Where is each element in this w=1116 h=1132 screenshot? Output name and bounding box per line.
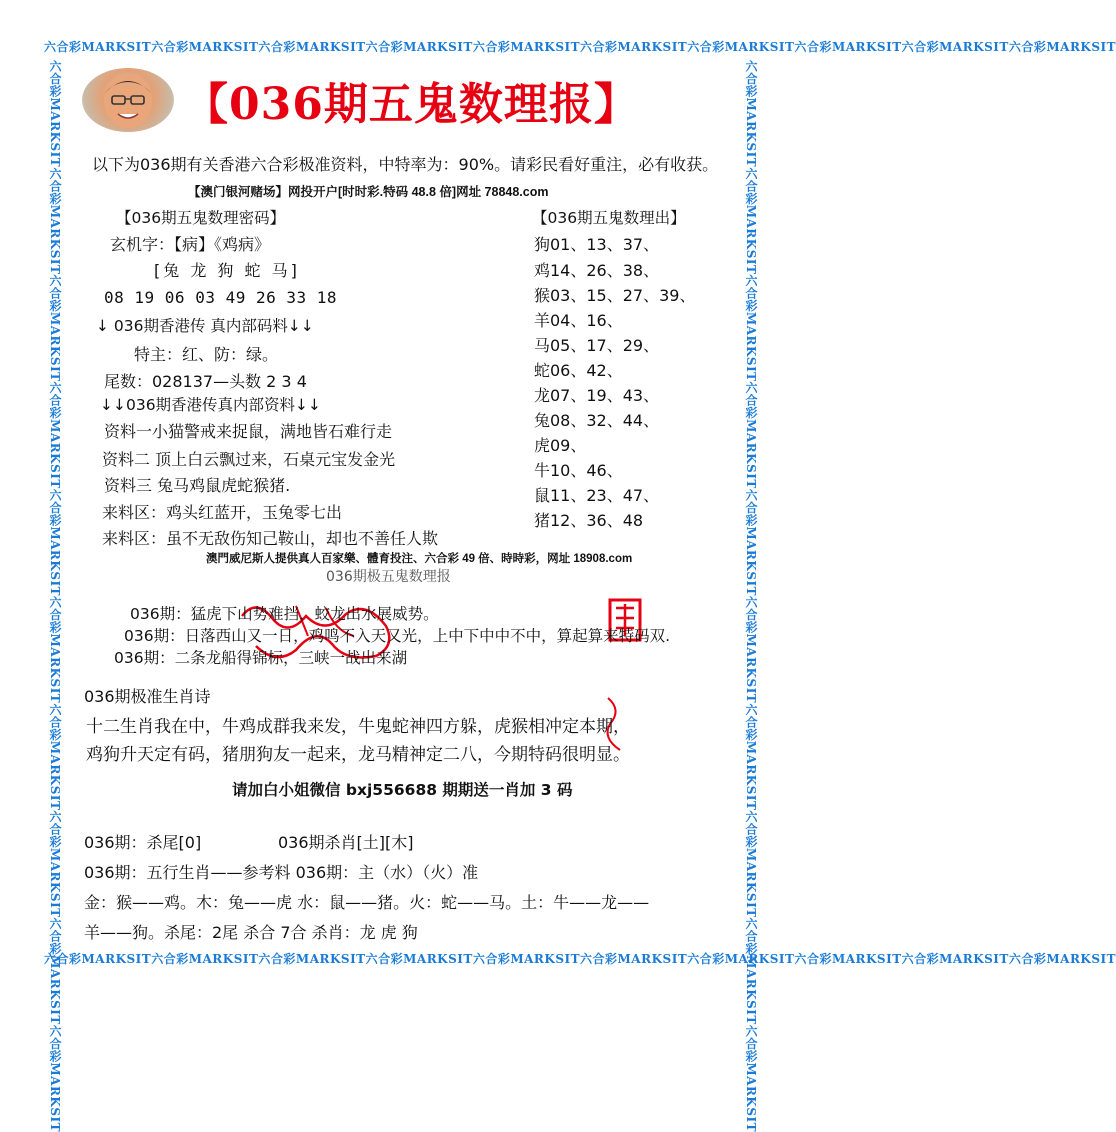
zodiac-number-row: 兔08、32、44、	[534, 411, 660, 430]
zodiac-number-row: 猴03、15、27、39、	[534, 286, 696, 305]
decorative-border-right: 六合彩MARKSIT六合彩MARKSIT六合彩MARKSIT六合彩MARKSIT六合彩MARKSIT六合彩MARKSIT六合彩MARKSIT六合彩MARKSIT六合彩MARKSIT六合彩MARKSIT	[744, 60, 758, 1132]
section-label: 036期极五鬼数理报	[326, 569, 451, 585]
info-line-2: 资料二 顶上白云飘过来，石桌元宝发金光	[102, 450, 396, 469]
intro-text: 以下为036期有关香港六合彩极准资料，中特率为：90%。请彩民看好重注，必有收获。	[92, 155, 719, 174]
face-icon	[82, 68, 174, 132]
zodiac-number-row: 羊04、16、	[534, 311, 623, 330]
zodiac-number-row: 蛇06、42、	[534, 361, 623, 380]
kill-tail: 036期：杀尾[0]	[84, 833, 202, 852]
number-list: 08 19 06 03 49 26 33 18	[104, 288, 338, 307]
promo-banner-2: 澳門威尼斯人提供真人百家樂、體育投注、六合彩 49 倍、時時彩，网址 18908.com	[206, 553, 633, 565]
riddle-line-2: 036期：日落西山又一日，鸡鸣不入天又光，上中下中中不中，算起算来特码双.	[124, 627, 671, 645]
zodiac-number-row: 虎09、	[534, 436, 587, 455]
riddle-line-3: 036期：二条龙船得锦标，三峡一战出来湖	[114, 649, 408, 667]
poem-line-1: 十二生肖我在中，牛鸡成群我来发，牛鬼蛇神四方躲，虎猴相冲定本期，	[86, 717, 630, 737]
elements-mapping-line: 金：猴——鸡。木：兔——虎 水：鼠——猪。火：蛇——马。土：牛——龙——	[84, 893, 650, 912]
internal-info-heading: ↓↓036期香港传真内部资料↓↓	[100, 396, 322, 414]
decorative-border-bottom: 六合彩MARKSIT六合彩MARKSIT六合彩MARKSIT六合彩MARKSIT六合彩MARKSIT六合彩MARKSIT六合彩MARKSIT六合彩MARKSIT六合彩MARKSIT六合彩MARKSIT	[44, 952, 1116, 966]
zodiac-number-row: 鼠11、23、47、	[534, 486, 660, 505]
riddle-line-1: 036期：猛虎下山势难挡，蛟龙出水展威势。	[130, 605, 439, 623]
decorative-border-top: 六合彩MARKSIT六合彩MARKSIT六合彩MARKSIT六合彩MARKSIT六合彩MARKSIT六合彩MARKSIT六合彩MARKSIT六合彩MARKSIT六合彩MARKSIT六合彩MARKSIT	[44, 40, 1116, 54]
incoming-area-1: 来料区：鸡头红蓝开，玉兔零七出	[102, 503, 343, 522]
right-section-heading: 【036期五鬼数理出】	[532, 209, 686, 227]
page-title: 【036期五鬼数理报】	[184, 79, 639, 130]
zodiac-number-row: 马05、17、29、	[534, 336, 660, 355]
five-elements-line: 036期：五行生肖——参考料 036期：主（水）（火）准	[84, 863, 479, 882]
xuanji-clue: 玄机字：【病】《鸡病》	[110, 235, 271, 254]
info-line-1: 资料一小猫警戒来捉鼠，满地皆石难行走	[104, 422, 393, 441]
special-color-hint: 特主：红、防：绿。	[134, 345, 279, 364]
zodiac-number-row: 牛10、46、	[534, 461, 623, 480]
zodiac-number-row: 龙07、19、43、	[534, 386, 660, 405]
incoming-area-2: 来料区：虽不无敌伤知己鞍山，却也不善任人欺	[102, 529, 439, 548]
zodiac-number-row: 鸡14、26、38、	[534, 261, 660, 280]
zodiac-number-row: 猪12、36、48	[534, 511, 644, 530]
internal-code-heading: ↓ 036期香港传 真内部码料↓↓	[96, 317, 314, 335]
kill-zodiac: 036期杀肖[土][木]	[278, 833, 414, 852]
promo-banner-1: 【澳门银河赌场】网投开户[时时彩.特码 48.8 倍]网址 78848.com	[188, 185, 549, 199]
poem-line-2: 鸡狗升天定有码，猪朋狗友一起来，龙马精神定二八，今期特码很明显。	[86, 745, 630, 765]
portrait-avatar	[82, 68, 174, 132]
zodiac-list: [兔 龙 狗 蛇 马]	[154, 261, 300, 280]
info-line-3: 资料三 兔马鸡鼠虎蛇猴猪.	[104, 476, 291, 495]
decorative-border-left: 六合彩MARKSIT六合彩MARKSIT六合彩MARKSIT六合彩MARKSIT六合彩MARKSIT六合彩MARKSIT六合彩MARKSIT六合彩MARKSIT六合彩MARKSIT六合彩MARKSIT	[48, 60, 62, 1132]
wechat-contact: 请加白小姐微信 bxj556688 期期送一肖加 3 码	[232, 781, 573, 799]
left-section-heading: 【036期五鬼数理密码】	[116, 209, 286, 227]
zodiac-number-row: 狗01、13、37、	[534, 235, 660, 254]
poem-heading: 036期极准生肖诗	[84, 687, 211, 706]
elements-summary-line: 羊——狗。杀尾：2尾 杀合 7合 杀肖：龙 虎 狗	[84, 923, 418, 942]
tail-number-hint: 尾数：028137—头数 2 3 4	[104, 372, 307, 391]
